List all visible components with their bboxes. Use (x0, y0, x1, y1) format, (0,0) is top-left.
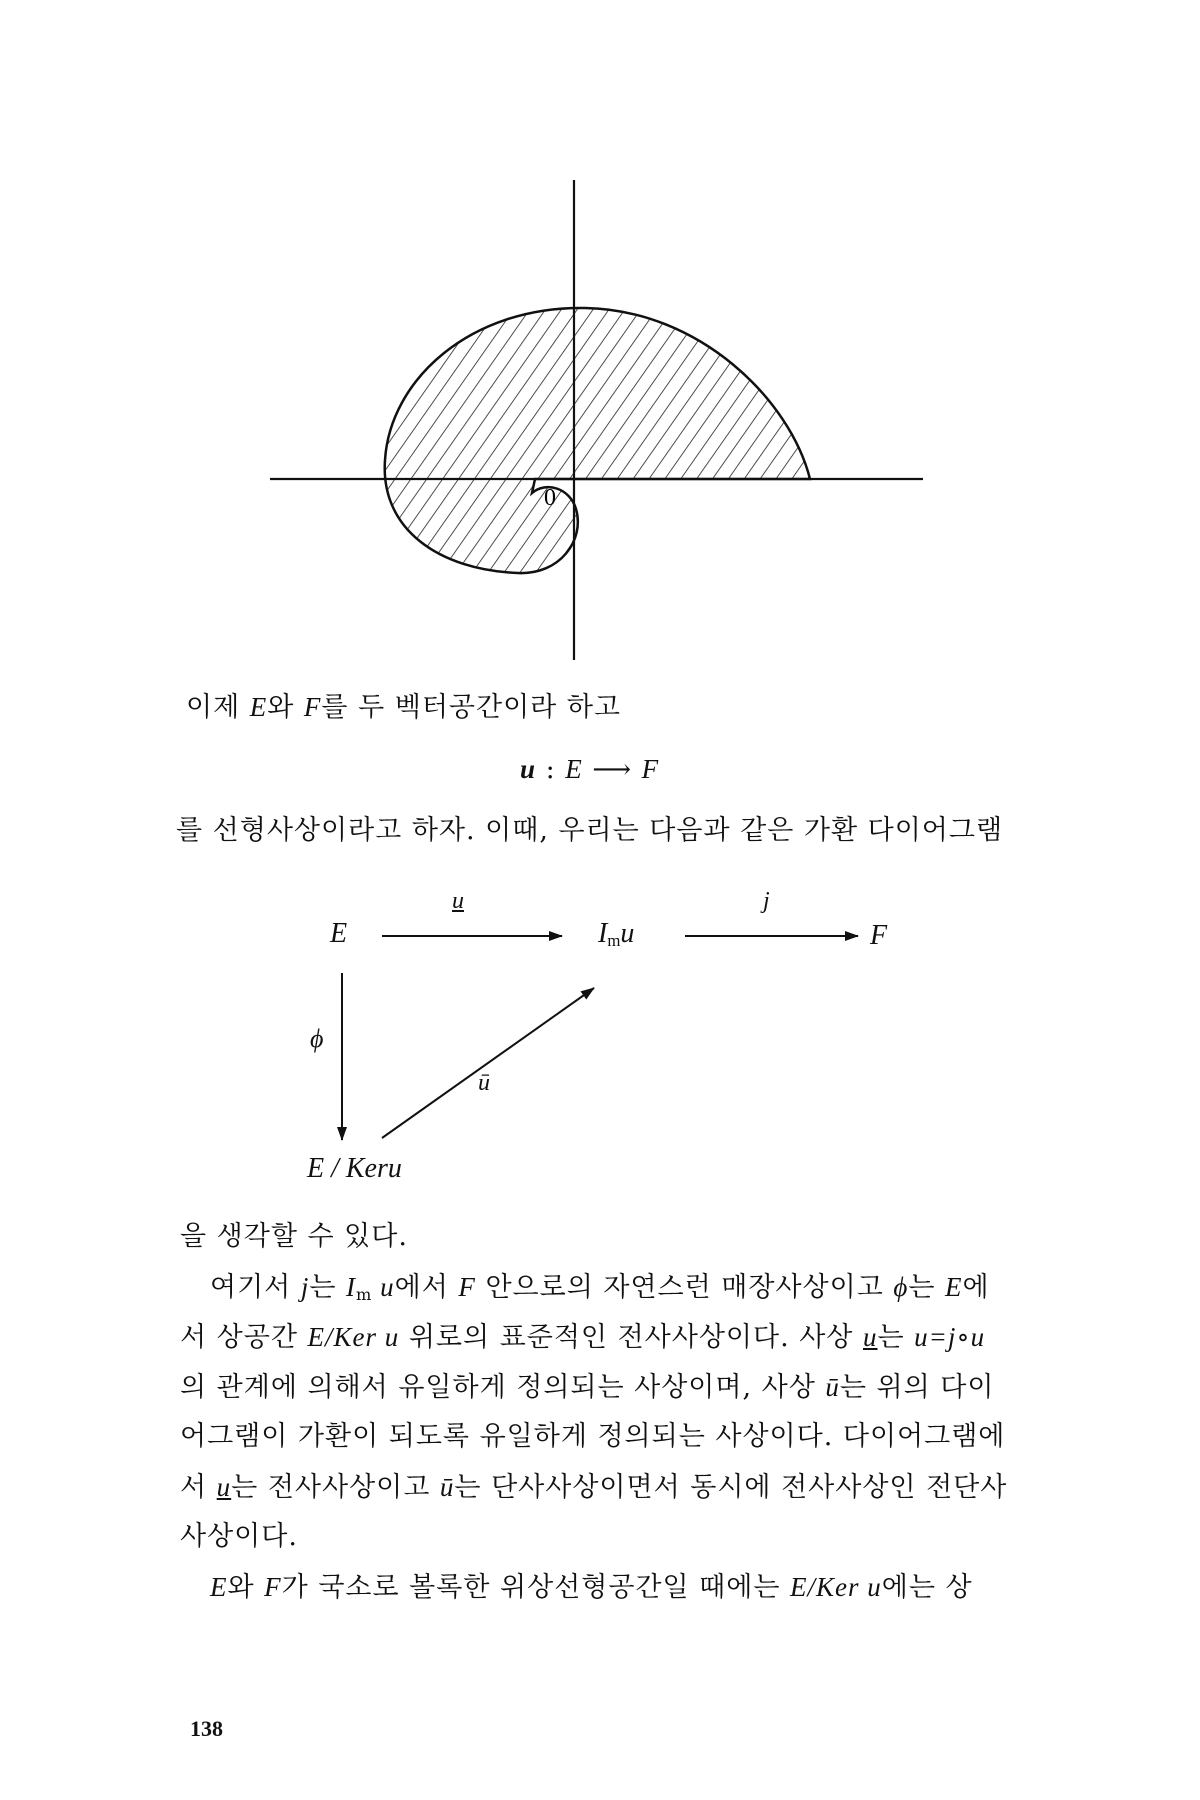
text-line-6: 의 관계에 의해서 유일하게 정의되는 사상이며, 사상 ū는 위의 다이 (180, 1372, 995, 1403)
diagram-Imu: $I_mu$ (598, 918, 635, 951)
shaded-region (385, 308, 810, 573)
page-number: 138 (190, 1716, 223, 1741)
diagram-F: F (870, 920, 888, 951)
text-line-3: 을 생각할 수 있다. (180, 1221, 408, 1252)
text-line-5: 서 상공간 E/Ker u 위로의 표준적인 전사사상이다. 사상 u는 u=j∘u (180, 1322, 986, 1353)
diagram-phi-label: ϕ (310, 1024, 324, 1053)
text-line-10: E와 F가 국소로 볼록한 위상선형공간일 때에는 E/Ker u에는 상 (210, 1572, 973, 1603)
diagram-j-label: j (763, 888, 770, 914)
text-line-2: 를 선형사상이라고 하자. 이때, 우리는 다음과 같은 가환 다이어그램 (176, 815, 1004, 846)
text-line-9: 사상이다. (180, 1521, 298, 1552)
text-line-4: 여기서 j는 $I_m$ u에서 F 안으로의 자연스런 매장사상이고 ϕ는 E에 (210, 1272, 990, 1305)
arrow-ubar (382, 988, 594, 1138)
text-line-7: 어그램이 가환이 되도록 유일하게 정의되는 사상이다. 다이어그램에 (180, 1421, 1006, 1452)
diagram-E: E (330, 918, 348, 949)
text-line-1: 이제 E와 F를 두 벡터공간이라 하고 (186, 692, 621, 723)
origin-label: 0 (544, 485, 556, 511)
diagram-u-label: u (452, 888, 464, 914)
diagram-EKer: E / Keru (307, 1153, 402, 1184)
diagram-ubar-label: ū (478, 1070, 490, 1096)
map-formula: u : E ⟶ F (520, 754, 660, 785)
spiral-figure (230, 170, 930, 670)
text-line-8: 서 u는 전사사상이고 ū는 단사사상이면서 동시에 전사사상인 전단사 (180, 1472, 1008, 1503)
